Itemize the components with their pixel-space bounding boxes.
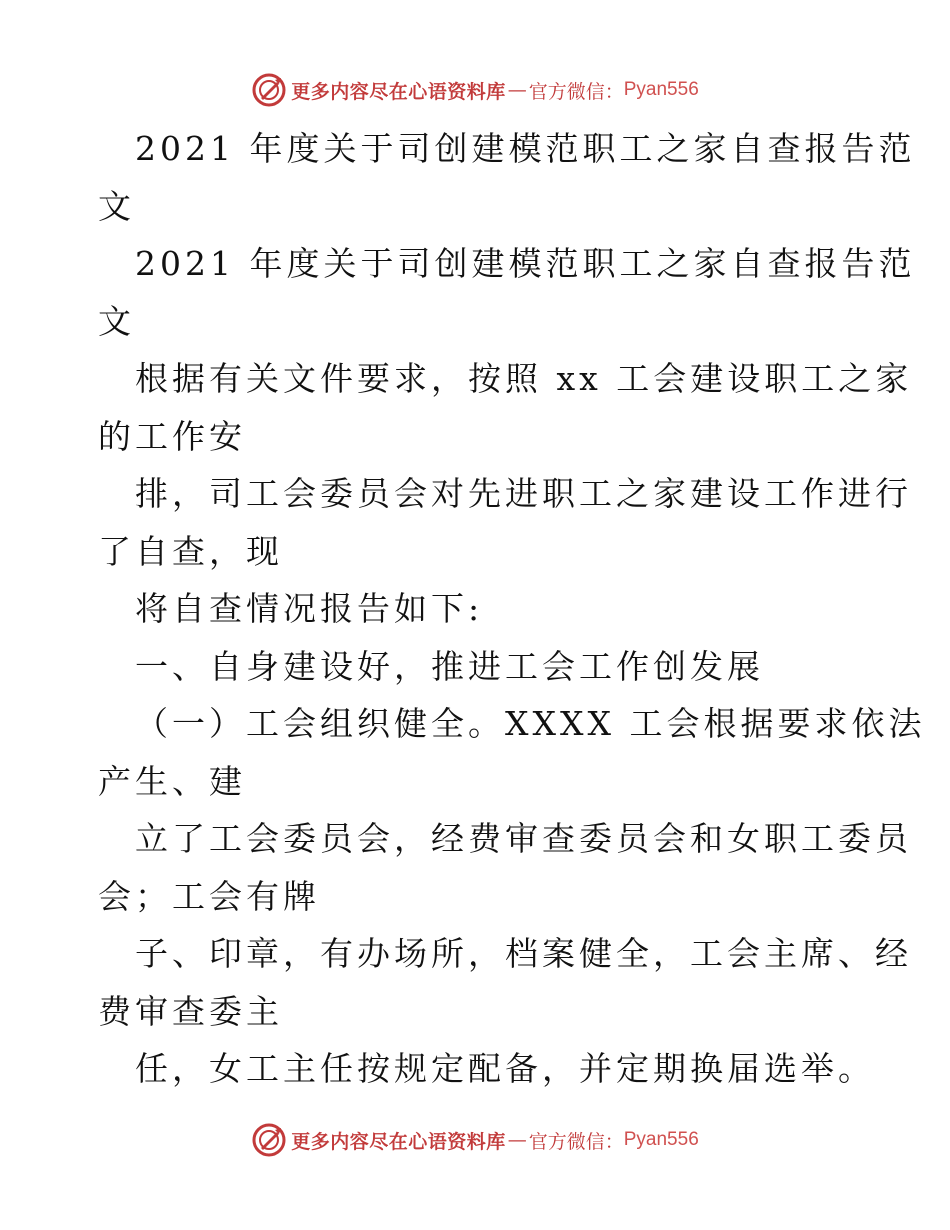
header-banner-text: 更多内容尽在心语资料库 bbox=[291, 80, 506, 103]
paragraph-line: 根据有关文件要求，按照 xx 工会建设职工之家 bbox=[135, 359, 913, 398]
paragraph-line: 将自查情况报告如下: bbox=[135, 589, 484, 628]
footer-banner-official: 官方微信： bbox=[528, 1130, 624, 1153]
section-heading: 一、自身建设好，推进工会工作创发展 bbox=[135, 646, 764, 686]
paragraph-line: 任，女工主任按规定配备，并定期换届选举。 bbox=[135, 1049, 875, 1088]
title-line-continued: 文 bbox=[98, 186, 135, 226]
subtitle-line: 2021 年度关于司创建模范职工之家自查报告范 bbox=[135, 244, 916, 283]
paragraph-line: 立了工会委员会，经费审查委员会和女职工委员 bbox=[135, 819, 912, 858]
footer-banner-wechat-id: Pyan556 bbox=[623, 1129, 699, 1150]
paragraph-line: 了自查，现 bbox=[98, 531, 283, 571]
header-banner-official: 官方微信： bbox=[528, 80, 624, 103]
paragraph-line: 的工作安 bbox=[98, 416, 246, 456]
paragraph-line: 产生、建 bbox=[98, 761, 246, 801]
footer-banner-text: 更多内容尽在心语资料库 bbox=[291, 1130, 506, 1153]
paragraph-line: 排，司工会委员会对先进职工之家建设工作进行 bbox=[135, 474, 912, 513]
header-banner-separator: — bbox=[507, 79, 527, 101]
header-banner bbox=[0, 70, 950, 110]
document-body bbox=[98, 120, 926, 1098]
paragraph-line: 子、印章，有办场所，档案健全，工会主席、经 bbox=[135, 934, 912, 973]
title-line: 2021 年度关于司创建模范职工之家自查报告范 bbox=[135, 129, 916, 168]
paragraph-line: （一）工会组织健全。XXXX 工会根据要求依法 bbox=[135, 704, 926, 743]
header-banner-wechat-id: Pyan556 bbox=[623, 79, 699, 100]
subtitle-line-continued: 文 bbox=[98, 301, 135, 341]
paragraph-line: 费审查委主 bbox=[98, 991, 283, 1031]
logo-icon bbox=[251, 72, 287, 108]
logo-icon bbox=[251, 1122, 287, 1158]
footer-banner bbox=[0, 1120, 950, 1160]
footer-banner-separator: — bbox=[507, 1129, 527, 1151]
paragraph-line: 会；工会有牌 bbox=[98, 876, 320, 916]
